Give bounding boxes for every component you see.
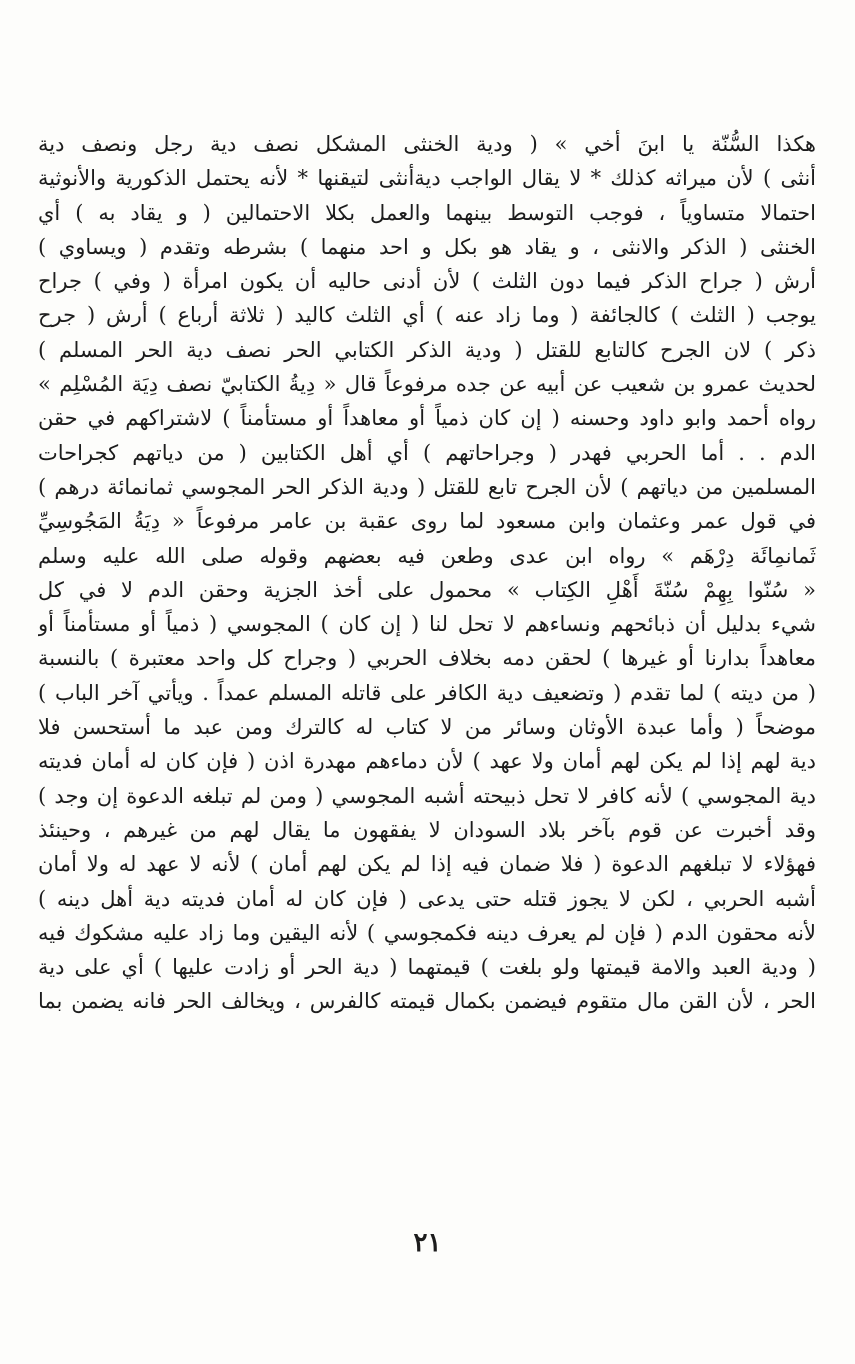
text-line: أرش ( جراح الذكر فيما دون الثلث ) لأن أدنى حاليه أن يكون امرأة ( وفي ) جراح	[38, 269, 816, 294]
text-line: يوجب ( الثلث ) كالجائفة ( وما زاد عنه ) أي الثلث كاليد ( ثلاثة أرباع ) أرش ( جرح	[38, 303, 816, 328]
text-line: موضحاً ( وأما عبدة الأوثان وسائر من لا كتاب له كالترك ومن عبد ما أستحسن فلا	[38, 715, 816, 740]
text-line: ذكر ) لان الجرح كالتابع للقتل ( ودية الذكر الكتابي الحر نصف دية الحر المسلم )	[38, 337, 816, 362]
text-line: دية المجوسي ) لأنه كافر لا تحل ذبيحته أشبه المجوسي ( ومن لم تبلغه الدعوة إن وجد )	[38, 783, 816, 808]
page-number: ٢١	[413, 1228, 442, 1258]
text-line: ثَمانمِائَة دِرْهَم » رواه ابن عدى وطعن فيه بعضهم وقوله صلى الله عليه وسلم	[38, 543, 816, 568]
text-line: « سُنّوا بِهِمْ سُنّةَ أَهْلِ الكِتاب » محمول على أخذ الجزية وحقن الدم لا في كل	[38, 577, 816, 602]
text-line: ( من ديته ) لما تقدم ( وتضعيف دية الكافر على قاتله المسلم عمداً . ويأتي آخر الباب )	[38, 680, 816, 705]
text-line: الدم . . أما الحربي فهدر ( وجراحاتهم ) أي أهل الكتابين ( من دياتهم كجراحات	[38, 440, 816, 465]
text-line: هكذا السُّنّة يا ابنَ أخي » ( ودية الخنثى المشكل نصف دية رجل ونصف دية	[38, 132, 816, 156]
text-line: رواه أحمد وابو داود وحسنه ( إن كان ذمياً أو معاهداً أو مستأمناً ) لاشتراكهم في حقن	[38, 406, 816, 431]
text-line: لأنه محقون الدم ( فإن لم يعرف دينه فكمجوسي ) لأنه اليقين وما زاد عليه مشكوك فيه	[38, 920, 816, 945]
text-line: في قول عمر وعثمان وابن مسعود لما روى عقبة بن عامر مرفوعاً « دِيَةُ المَجُوسِيِّ	[38, 509, 816, 534]
body-text	[38, 127, 816, 1019]
text-line: وقد أخبرت عن قوم بآخر بلاد السودان لا يفقهون ما يقال لهم من غيرهم ، وحينئذ	[38, 817, 816, 842]
text-line: أشبه الحربي ، لكن لا يجوز قتله حتى يدعى ( فإن كان له أمان فديته دية أهل دينه )	[38, 886, 816, 911]
text-line: الحر ، لأن القن مال متقوم فيضمن بكمال قيمته كالفرس ، ويخالف الحر فانه يضمن بما	[38, 989, 816, 1014]
text-line: فهؤلاء لا تبلغهم الدعوة ( فلا ضمان فيه إذا لم يكن لهم أمان ) لأنه لا عهد له ولا أمان	[38, 852, 816, 877]
text-line: شيء بدليل أن ذبائحهم ونساءهم لا تحل لنا ( إن كان ) المجوسي ( ذمياً أو مستأمناً أو	[38, 612, 816, 637]
text-line: أنثى ) لأن ميراثه كذلك * لا يقال الواجب ديةأنثى لتيقنها * لأنه يحتمل الذكورية والأنوثية	[38, 166, 816, 191]
text-line: احتمالا متساوياً ، فوجب التوسط بينهما والعمل بكلا الاحتمالين ( و يقاد به ) أي	[38, 200, 816, 225]
text-line: لحديث عمرو بن شعيب عن أبيه عن جده مرفوعاً قال « دِيةُ الكتابيّ نصف دِيَة المُسْلِم »	[38, 372, 816, 397]
text-line: دية لهم إذا لم يكن لهم أمان ولا عهد ) لأن دماءهم مهدرة اذن ( فإن كان له أمان فديته	[38, 749, 816, 774]
text-line: ( ودية العبد والامة قيمتها ولو بلغت ) قيمتهما ( دية الحر أو زادت عليها ) أي على دية	[38, 955, 816, 980]
text-line: معاهداً بدارنا أو غيرها ) لحقن دمه بخلاف الحربي ( وجراح كل واحد معتبرة ) بالنسبة	[38, 646, 816, 671]
text-line: المسلمين من دياتهم ) لأن الجرح تابع للقتل ( ودية الذكر الحر المجوسي ثمانمائة درهم )	[38, 474, 816, 499]
text-line: الخنثى ( الذكر والانثى ، و يقاد هو بكل و احد منهما ) بشرطه وتقدم ( ويساوي )	[38, 234, 816, 259]
